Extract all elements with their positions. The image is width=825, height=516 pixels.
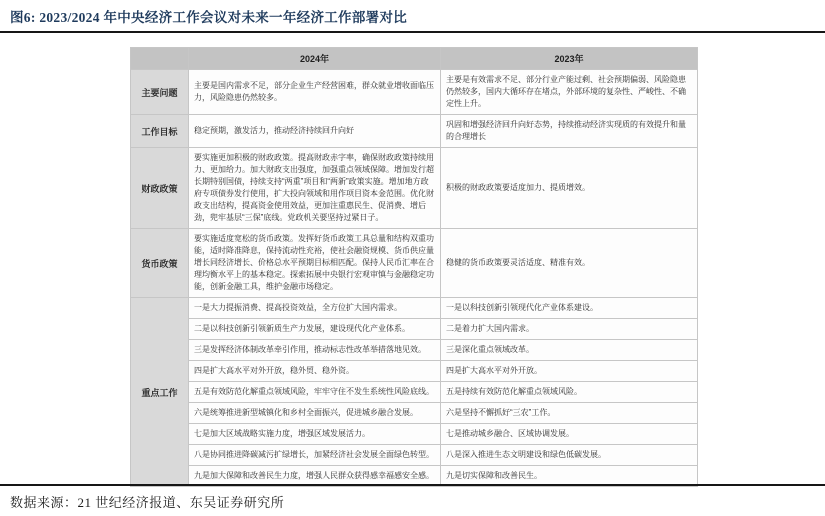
- table-row: [131, 148, 698, 229]
- table-row: [131, 382, 698, 403]
- cell-key-work-2-2023: 二是着力扩大国内需求。: [441, 319, 698, 340]
- row-label-monetary-policy: 货币政策: [131, 229, 189, 298]
- header-2023: 2023年: [441, 48, 698, 70]
- table-row: [131, 424, 698, 445]
- cell-monetary-policy-2024: 要实施适度宽松的货币政策。发挥好货币政策工具总量和结构双重功能，适时降准降息，保持流动性充裕，使社会融资规模、货币供应量增长同经济增长、价格总水平预期目标相匹配。保持人民币汇率在合理均衡水平上的基本稳定。探索拓展中央银行宏观审慎与金融稳定功能，创新金融工具，维护金融市场稳定。: [189, 229, 441, 298]
- cell-key-work-9-2023: 九是切实保障和改善民生。: [441, 466, 698, 487]
- bottom-rule: [0, 484, 825, 486]
- cell-key-work-3-2023: 三是深化重点领域改革。: [441, 340, 698, 361]
- cell-key-work-7-2023: 七是推动城乡融合、区域协调发展。: [441, 424, 698, 445]
- cell-main-issues-2024: 主要是国内需求不足，部分企业生产经营困难，群众就业增收面临压力，风险隐患仍然较多。: [189, 70, 441, 115]
- comparison-table-wrap: [130, 47, 697, 487]
- cell-key-work-1-2023: 一是以科技创新引领现代化产业体系建设。: [441, 298, 698, 319]
- table-row: [131, 319, 698, 340]
- cell-key-work-2-2024: 二是以科技创新引领新质生产力发展，建设现代化产业体系。: [189, 319, 441, 340]
- cell-key-work-3-2024: 三是发挥经济体制改革牵引作用，推动标志性改革举措落地见效。: [189, 340, 441, 361]
- page-title: 图6: 2023/2024 年中央经济工作会议对未来一年经济工作部署对比: [10, 10, 408, 25]
- cell-key-work-1-2024: 一是大力提振消费、提高投资效益，全方位扩大国内需求。: [189, 298, 441, 319]
- table-header-row: [131, 48, 698, 70]
- cell-work-goals-2023: 巩固和增强经济回升向好态势，持续推动经济实现质的有效提升和量的合理增长: [441, 115, 698, 148]
- comparison-table: [130, 47, 698, 487]
- table-row: [131, 403, 698, 424]
- table-row: [131, 229, 698, 298]
- cell-work-goals-2024: 稳定预期，激发活力，推动经济持续回升向好: [189, 115, 441, 148]
- row-label-work-goals: 工作目标: [131, 115, 189, 148]
- cell-key-work-9-2024: 九是加大保障和改善民生力度，增强人民群众获得感幸福感安全感。: [189, 466, 441, 487]
- cell-key-work-8-2024: 八是协同推进降碳减污扩绿增长，加紧经济社会发展全面绿色转型。: [189, 445, 441, 466]
- cell-main-issues-2023: 主要是有效需求不足、部分行业产能过剩、社会预期偏弱、风险隐患仍然较多，国内大循环存在堵点，外部环境的复杂性、严峻性、不确定性上升。: [441, 70, 698, 115]
- top-rule: [0, 31, 825, 33]
- table-row: [131, 115, 698, 148]
- row-label-key-work: 重点工作: [131, 298, 189, 487]
- table-row: [131, 445, 698, 466]
- cell-monetary-policy-2023: 稳健的货币政策要灵活适度、精准有效。: [441, 229, 698, 298]
- cell-fiscal-policy-2024: 要实施更加积极的财政政策。提高财政赤字率，确保财政政策持续用力、更加给力。加大财政支出强度，加强重点领域保障。增加发行超长期特别国债，持续支持“两重”项目和“两新”政策实施。增加地方政府专项债券发行使用，扩大投向领域和用作项目资本金范围。优化财政支出结构，提高资金使用效益，更加注重惠民生、促消费、增后劲，兜牢基层“三保”底线。党政机关要坚持过紧日子。: [189, 148, 441, 229]
- cell-key-work-5-2024: 五是有效防范化解重点领域风险，牢牢守住不发生系统性风险底线。: [189, 382, 441, 403]
- header-corner-cell: [131, 48, 189, 70]
- cell-key-work-7-2024: 七是加大区域战略实施力度，增强区域发展活力。: [189, 424, 441, 445]
- cell-key-work-8-2023: 八是深入推进生态文明建设和绿色低碳发展。: [441, 445, 698, 466]
- cell-key-work-6-2023: 六是坚持不懈抓好“三农”工作。: [441, 403, 698, 424]
- table-row: [131, 298, 698, 319]
- table-row: [131, 70, 698, 115]
- data-source-note: 数据来源：21 世纪经济报道、东吴证券研究所: [10, 495, 285, 510]
- cell-fiscal-policy-2023: 积极的财政政策要适度加力、提质增效。: [441, 148, 698, 229]
- cell-key-work-4-2024: 四是扩大高水平对外开放，稳外贸、稳外资。: [189, 361, 441, 382]
- cell-key-work-6-2024: 六是统筹推进新型城镇化和乡村全面振兴，促进城乡融合发展。: [189, 403, 441, 424]
- cell-key-work-5-2023: 五是持续有效防范化解重点领域风险。: [441, 382, 698, 403]
- table-row: [131, 361, 698, 382]
- table-row: [131, 340, 698, 361]
- row-label-main-issues: 主要问题: [131, 70, 189, 115]
- cell-key-work-4-2023: 四是扩大高水平对外开放。: [441, 361, 698, 382]
- header-2024: 2024年: [189, 48, 441, 70]
- row-label-fiscal-policy: 财政政策: [131, 148, 189, 229]
